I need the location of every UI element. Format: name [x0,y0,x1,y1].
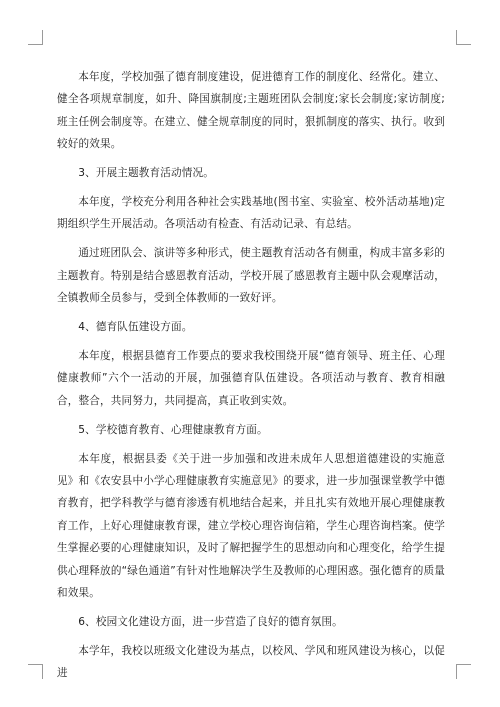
paragraph-class-meetings: 通过班团队会、演讲等多种形式，使主题教育活动各有侧重，构成丰富多彩的主题教育。特别是结合感恩教育活动，学校开展了感恩教育主题中队会观摩活动，全镇教师全员参与，受到全体教师的一致好评。 [57,247,445,305]
paragraph-moral-system: 本年度，学校加强了德育制度建设，促进德育工作的制度化、经常化。建立、健全各项规章制度，如升、降国旗制度;主题班团队会制度;家长会制度;家访制度;班主任例会制度等。在建立、健全规章制度的同时，狠抓制度的落实、执行。收到较好的效果。 [57,71,445,151]
paragraph-mental-health: 本年度，根据县委《关于进一步加强和改进未成年人思想道德建设的实施意见》和《农安县中小学心理健康教育实施意见》的要求，进一步加强课堂教学中德育教育，把学科教学与德育渗透有机地结合起来，并且扎实有效地开展心理健康教育工作，上好心理健康教育课，建立学校心理咨询信箱，学生心理咨询档案。使学生掌握必要的心理健康知识，及时了解把握学生的思想动向和心理变化，给学生提供心理释放的“绿色通道”有针对性地解决学生及教师的心理困惑。强化德育的质量和效果。 [57,452,445,600]
paragraph-team-building: 本年度，根据县德育工作要点的要求我校围绕开展“德育领导、班主任、心理健康教师”六个一活动的开展，加强德育队伍建设。各项活动与教育、教育相融合，整合，共同努力，共同提高，真正收到实效。 [57,349,445,407]
heading-mental-health: 5、学校德育教育、心理健康教育方面。 [78,423,268,436]
document-body [57,66,445,691]
paragraph-campus-culture: 本学年，我校以班级文化建设为基点，以校风、学风和班风建设为核心，以促进 [57,644,445,680]
crop-mark-bottom-right [456,664,471,679]
crop-mark-bottom-left [28,664,43,679]
heading-team-building: 4、德育队伍建设方面。 [78,321,193,334]
crop-mark-top-right [456,30,471,45]
heading-campus-culture: 6、校园文化建设方面，进一步营造了良好的德育氛围。 [78,615,343,628]
heading-theme-activities: 3、开展主题教育活动情况。 [78,167,215,180]
crop-mark-top-left [28,30,43,45]
paragraph-practice-bases: 本年度，学校充分利用各种社会实践基地(图书室、实验室、校外活动基地)定期组织学生开展活动。各项活动有检查、有活动记录、有总结。 [57,196,445,231]
